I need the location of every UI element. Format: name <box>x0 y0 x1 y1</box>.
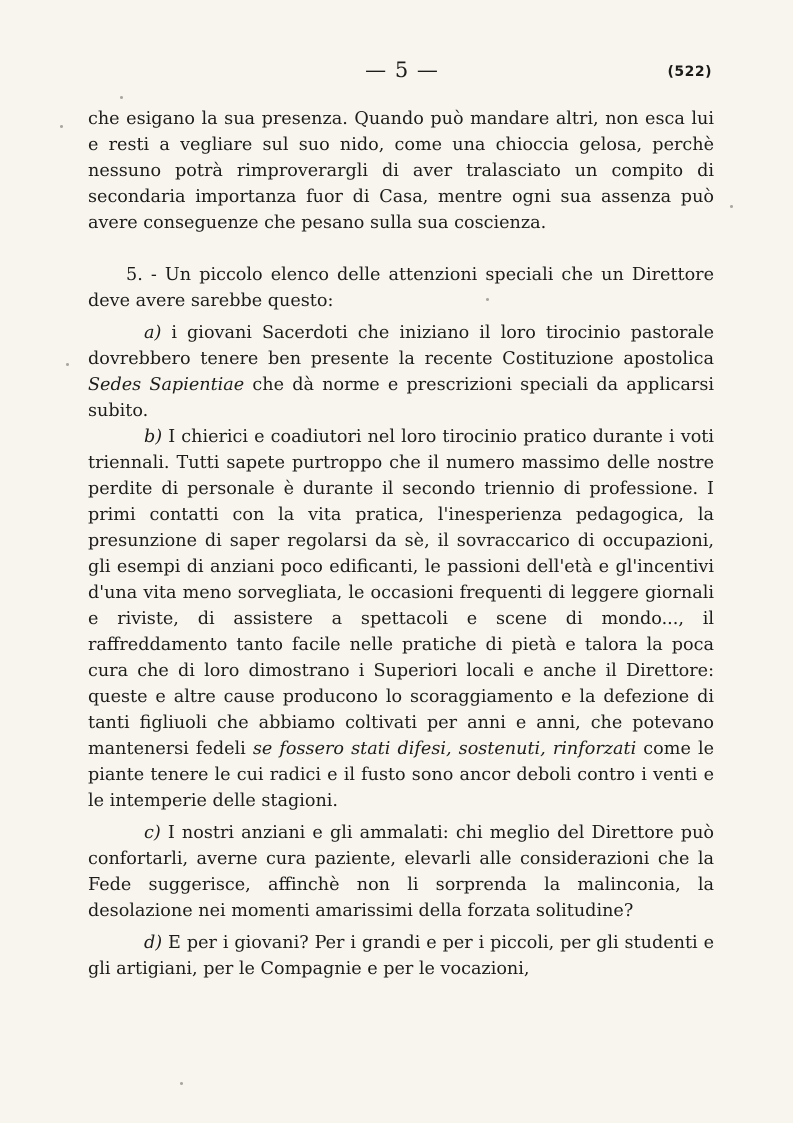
list-item-a-text-after: che dà norme e prescrizioni speciali da applicarsi subito. <box>88 375 714 421</box>
paper-speck <box>60 125 63 128</box>
list-item-a-italic: Sedes Sapientiae <box>88 375 245 395</box>
list-item-c-text: I nostri anziani e gli ammalati: chi meglio del Direttore può confortarli, averne cura paziente, elevarli alle considerazioni che la Fede suggerisce, affinchè non li sorprenda la malinconia, la desolazione nei momenti amarissimi della forzata solitudine? <box>88 823 714 921</box>
list-item-a <box>88 320 714 424</box>
list-item-b-italic: se fossero stati difesi, sostenuti, rinforzati <box>252 739 637 759</box>
paper-speck <box>730 205 733 208</box>
list-item-a-text-before: i giovani Sacerdoti che iniziano il loro tirocinio pastorale dovrebbero tenere ben presente la recente Costituzione apostolica <box>88 323 714 369</box>
list-item-b-text-before: I chierici e coadiutori nel loro tirocinio pratico durante i voti triennali. Tutti sapete purtroppo che il numero massimo delle nostre perdite di personale è durante il secondo triennio di professione. I primi contatti con la vita pratica, l'inesperienza pedagogica, la presunzione di saper regolarsi da sè, il sovraccarico di occupazioni, gli esempi di anziani poco edificanti, le passioni dell'età e gl'incentivi d'una vita meno sorvegliata, le occasioni frequenti di leggere giornali e riviste, di assistere a spettacoli e scene di mondo..., il raffreddamento tanto facile nelle pratiche di pietà e talora la poca cura che di loro dimostrano i Superiori locali e anche il Direttore: queste e altre cause producono lo scoraggiamento e la defezione di tanti figliuoli che abbiamo coltivati per anni e anni, che potevano mantenersi fedeli <box>88 427 714 759</box>
list-marker-a: a) <box>144 323 162 343</box>
list-marker-d: d) <box>144 933 163 953</box>
list-marker-c: c) <box>144 823 161 843</box>
paragraph-continuation: che esigano la sua presenza. Quando può mandare altri, non esca lui e resti a vegliare sul suo nido, come una chioccia gelosa, perchè nessuno potrà rimproverargli di aver tralasciato un compito di secondaria importanza fuor di Casa, mentre ogni sua assenza può avere conseguenze che pesano sulla sua coscienza. <box>88 109 714 233</box>
page-header <box>88 58 716 88</box>
paper-speck <box>486 298 489 301</box>
list-item-d <box>88 930 714 982</box>
page-reference: (522) <box>667 64 712 80</box>
list-marker-b: b) <box>144 427 163 447</box>
list-item-c <box>88 820 714 924</box>
paper-speck <box>120 96 123 99</box>
list-item-b <box>88 424 714 814</box>
list-item-b-text-after: come le piante tenere le cui radici e il fusto sono ancor deboli contro i venti e le intemperie delle stagioni. <box>88 739 714 811</box>
list-item-d-text: E per i giovani? Per i grandi e per i piccoli, per gli studenti e gli artigiani, per le Compagnie e per le vocazioni, <box>88 933 714 979</box>
paper-speck <box>180 1082 183 1085</box>
page-number: — 5 — <box>365 58 439 82</box>
paragraph-section-5: 5. - Un piccolo elenco delle attenzioni speciali che un Direttore deve avere sarebbe questo: <box>88 265 714 311</box>
body-text <box>88 106 714 982</box>
paper-speck <box>66 363 69 366</box>
